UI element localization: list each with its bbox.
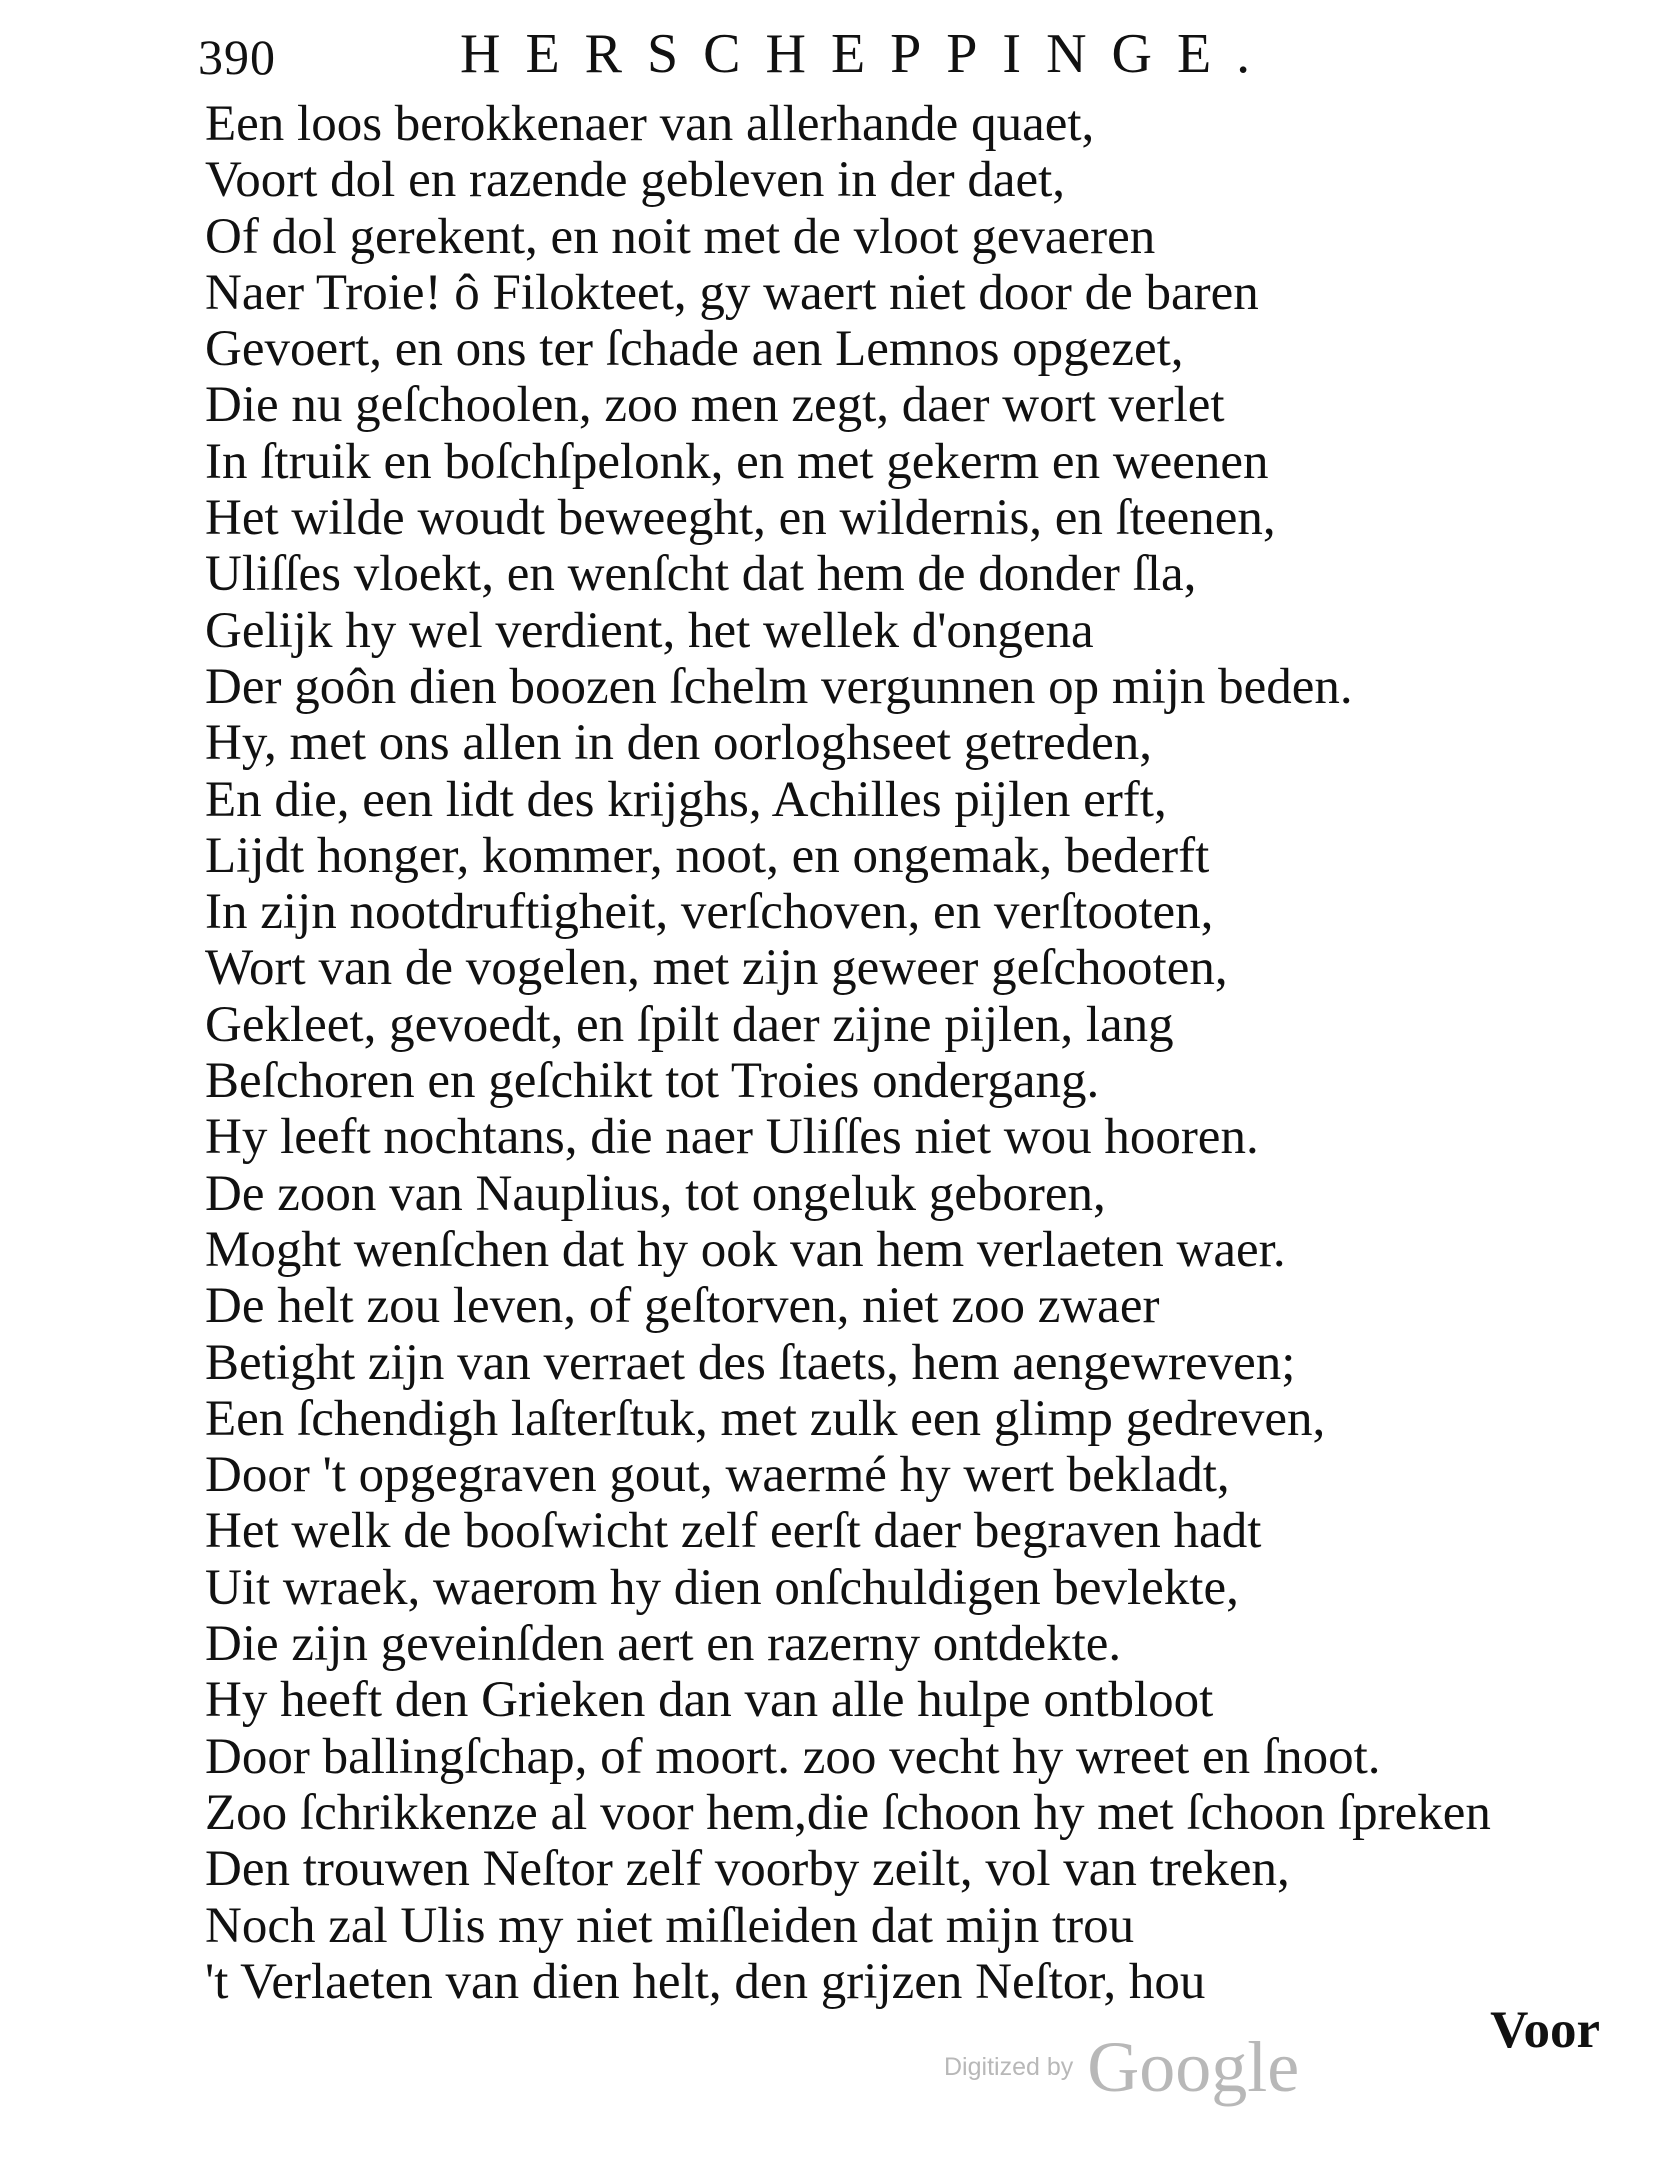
verse-line: Het welk de booſwicht zelf eerſt daer begraven hadt xyxy=(205,1503,1262,1560)
verse-line: Uliſſes vloekt, en wenſcht dat hem de donder ſla, xyxy=(205,546,1197,603)
catchword: Voor xyxy=(1490,2001,1600,2059)
verse-line: De helt zou leven, of geſtorven, niet zoo zwaer xyxy=(205,1278,1160,1335)
google-logo: Google xyxy=(1087,2027,1300,2107)
verse-line: Uit wraek, waerom hy dien onſchuldigen bevlekte, xyxy=(205,1559,1239,1616)
verse-line: Een loos berokkenaer van allerhande quaet, xyxy=(205,96,1095,152)
verse-line: Het wilde woudt beweeght, en wildernis, en ſteenen, xyxy=(205,490,1276,547)
verse-line: Gevoert, en ons ter ſchade aen Lemnos opgezet, xyxy=(205,321,1184,378)
verse-line: Der goôn dien boozen ſchelm vergunnen op mijn beden. xyxy=(205,658,1353,715)
verse-line: Hy heeft den Grieken dan van alle hulpe ontbloot xyxy=(205,1672,1214,1729)
verse-line: Noch zal Ulis my niet miſleiden dat mijn trou xyxy=(205,1897,1135,1954)
verse-line: Of dol gerekent, en noit met de vloot gevaeren xyxy=(205,208,1156,265)
verse-line: Door 't opgegraven gout, waermé hy wert bekladt, xyxy=(205,1447,1230,1504)
watermark-prefix: Digitized by xyxy=(944,2053,1074,2081)
verse-text xyxy=(205,96,1605,2010)
verse-line: Hy leeft nochtans, die naer Uliſſes niet wou hooren. xyxy=(205,1109,1259,1166)
verse-line: Beſchoren en geſchikt tot Troies ondergang. xyxy=(205,1053,1100,1110)
verse-line: En die, een lidt des krijghs, Achilles pijlen erft, xyxy=(205,771,1167,828)
verse-line: Gelijk hy wel verdient, het wellek d'ongena xyxy=(205,602,1094,659)
verse-line: Lijdt honger, kommer, noot, en ongemak, bederft xyxy=(205,827,1210,884)
verse-line: Gekleet, gevoedt, en ſpilt daer zijne pijlen, lang xyxy=(205,996,1174,1053)
running-title: HERSCHEPPINGE. xyxy=(460,23,1276,85)
verse-line: Moght wenſchen dat hy ook van hem verlaeten waer. xyxy=(205,1221,1286,1278)
verse-line: Zoo ſchrikkenze al voor hem,die ſchoon hy met ſchoon ſpreken xyxy=(205,1784,1491,1841)
verse-line: Voort dol en razende gebleven in der daet, xyxy=(205,152,1066,209)
verse-line: De zoon van Nauplius, tot ongeluk geboren, xyxy=(205,1165,1106,1222)
verse-line: Naer Troie! ô Filokteet, gy waert niet door de baren xyxy=(205,264,1259,321)
verse-line: Betight zijn van verraet des ſtaets, hem aengewreven; xyxy=(205,1334,1296,1391)
digitized-by-watermark xyxy=(944,2026,1299,2109)
verse-line: Den trouwen Neſtor zelf voorby zeilt, vol van treken, xyxy=(205,1841,1290,1898)
verse-line: Een ſchendigh laſterſtuk, met zulk een glimp gedreven, xyxy=(205,1390,1326,1447)
verse-line: Wort van de vogelen, met zijn geweer geſchooten, xyxy=(205,940,1228,997)
verse-line: Die zijn geveinſden aert en razerny ontdekte. xyxy=(205,1616,1122,1673)
verse-line: 't Verlaeten van dien helt, den grijzen Neſtor, hou xyxy=(205,1953,1206,2010)
verse-line: Door ballingſchap, of moort. zoo vecht hy wreet en ſnoot. xyxy=(205,1728,1381,1785)
running-header xyxy=(198,22,1478,102)
verse-line: Die nu geſchoolen, zoo men zegt, daer wort verlet xyxy=(205,377,1225,434)
verse-line: In zijn nootdruftigheit, verſchoven, en verſtooten, xyxy=(205,884,1214,941)
page-number: 390 xyxy=(198,29,276,85)
verse-line: In ſtruik en boſchſpelonk, en met gekerm en weenen xyxy=(205,433,1269,490)
verse-line: Hy, met ons allen in den oorloghseet getreden, xyxy=(205,715,1153,772)
